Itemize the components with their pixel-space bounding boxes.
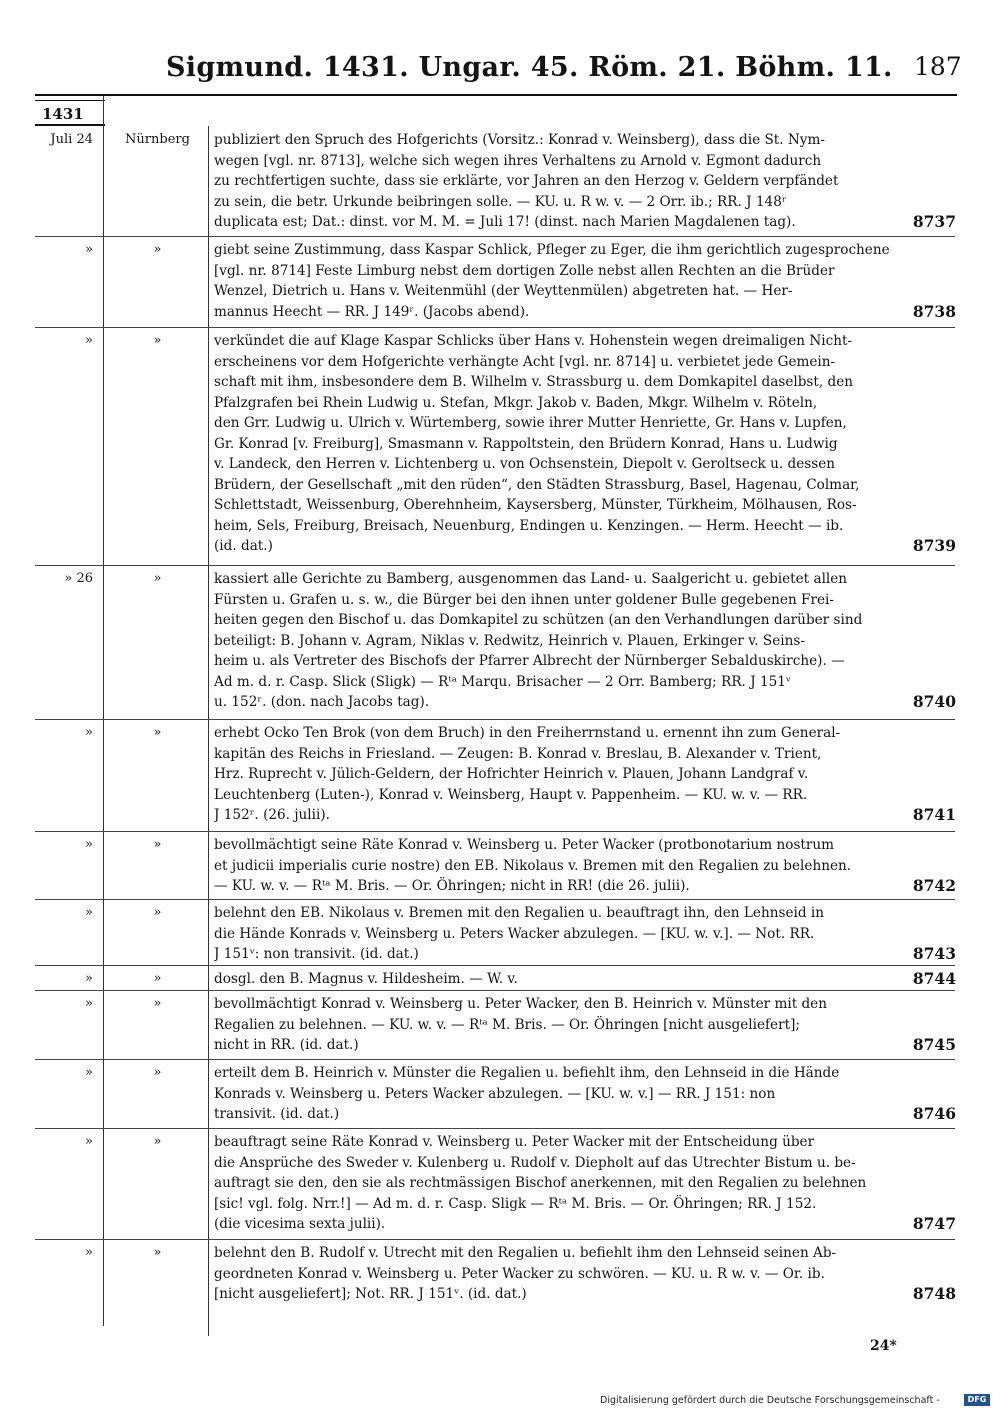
entry-text-line: et judicii imperialis curie nostre) den EB. Nikolaus v. Bremen mit den Regalien zu belehnen. [214,857,852,874]
entry-text-line: (die vicesima sexta julii). [214,1216,386,1232]
entry-text-line: J 152ʳ. (26. julii). [214,807,330,823]
entry-text-line: [nicht ausgeliefert]; Not. RR. J 151ᵛ. (id. dat.) [214,1286,527,1302]
entry-text-line: kassiert alle Gerichte zu Bamberg, ausgenommen das Land- u. Saalgericht u. gebietet allen [214,571,848,587]
entry-date: » [85,837,93,852]
entry-date: » [85,1065,93,1080]
entry-text-line: [vgl. nr. 8714] Feste Limburg nebst dem dortigen Zolle nebst allen Rechten an die Brüder [214,262,835,279]
entry-date: » [85,905,93,920]
entry-place: » [153,242,162,257]
entry-place: » [153,1245,162,1260]
entry-text-line: verkündet die auf Klage Kaspar Schlicks über Hans v. Hohenstein wegen dreimaligen Nicht- [214,333,853,349]
entry-number: 8741 [912,805,956,824]
signature-mark: 24* [870,1338,897,1354]
entry-text-line: zu sein, die betr. Urkunde beibringen solle. — KU. u. R w. v. — 2 Orr. ib.; RR. J 148ʳ [214,193,787,210]
entry-text-line: Hrz. Ruprecht v. Jülich-Geldern, der Hofrichter Heinrich v. Plauen, Johann Landgraf v. [214,766,809,782]
entry-text-line: Ad m. d. r. Casp. Slick (Sligk) — Rᵗᵃ Marqu. Brisacher — 2 Orr. Bamberg; RR. J 151ᵛ [214,673,791,690]
entry-text-line: u. 152ʳ. (don. nach Jacobs tag). [214,694,430,710]
entry-text-line: [sic! vgl. folg. Nrr.!] — Ad m. d. r. Casp. Sligk — Rᵗᵃ M. Bris. — Or. Öhringen; RR. J 152. [214,1195,817,1212]
entry-number: 8737 [912,212,956,231]
entry-date: Juli 24 [50,132,93,147]
entry-number: 8747 [912,1214,956,1233]
entry-place: » [153,1065,162,1080]
entry-text-line: Regalien zu belehnen. — KU. w. v. — Rᵗᵃ M. Bris. — Or. Öhringen [nicht ausgeliefert]; [214,1016,800,1033]
entry-text-line: den Grr. Ludwig u. Ulrich v. Würtemberg, sowie ihrer Mutter Henriette, Gr. Hans v. Lupfen, [214,415,847,431]
entry-separator [35,831,955,832]
entry-date: » [85,1134,93,1149]
dfg-logo: DFG [964,1394,990,1406]
entry-text-line: transivit. (id. dat.) [214,1106,340,1122]
entry-text-line: die Ansprüche des Sweder v. Kulenberg u. Rudolf v. Diepholt auf das Utrechter Bistum u. be- [214,1154,856,1171]
entry-separator [35,327,955,328]
header-rule [35,94,957,96]
entry-separator [35,565,955,566]
entry-text-line: erhebt Ocko Ten Brok (von dem Bruch) in den Freiherrnstand u. ernennt ihn zum General- [214,725,841,741]
entry-text-line: schaft mit ihm, insbesondere dem B. Wilhelm v. Strassburg u. dem Domkapitel daselbst, den [214,374,854,390]
entry-number: 8742 [912,876,956,895]
page-number: 187 [914,52,962,81]
entry-text-line: wegen [vgl. nr. 8713], welche sich wegen ihres Verhaltens zu Arnold v. Egmont dadurch [214,152,822,169]
entry-text-line: zu rechtfertigen suchte, dass sie erklärte, vor Jahren an den Herzog v. Geldern verpfändet [214,173,839,189]
entry-separator [35,990,955,991]
entry-text-line: auftragt sie den, den sie als rechtmässigen Bischof anerkennen, mit den Regalien zu belehnen [214,1175,867,1191]
entry-date: » [85,996,93,1011]
entry-text-line: erscheinens vor dem Hofgerichte verhängte Acht [vgl. nr. 8714] u. verbietet jede Gemein- [214,353,836,370]
entry-separator [35,1239,955,1240]
entry-text-line: Brüdern, der Gesellschaft „mit den rüden“, den Städten Strassburg, Basel, Hagenau, Colmar, [214,476,860,493]
entry-number: 8743 [912,944,956,963]
entry-place: » [153,837,162,852]
entry-number: 8740 [912,692,956,711]
entry-text-line: Wenzel, Dietrich u. Hans v. Weitenmühl (der Weyttenmülen) abgetreten hat. — Her- [214,283,793,299]
year-box-top [35,100,105,101]
entry-number: 8739 [912,536,956,555]
entry-text-line: Schlettstadt, Weissenburg, Oberehnheim, Kaysersberg, Münster, Türkheim, Mölhausen, Ros- [214,497,857,513]
entry-place: » [153,996,162,1011]
entry-text-line: belehnt den EB. Nikolaus v. Bremen mit den Regalien u. beauftragt ihn, den Lehnseid in [214,905,824,921]
entry-text-line: (id. dat.) [214,538,273,554]
entry-place: » [153,571,162,586]
entry-number: 8745 [912,1035,956,1054]
entry-text-line: giebt seine Zustimmung, dass Kaspar Schlick, Pfleger zu Eger, die ihm gerichtlich zugesprochene [214,242,890,258]
entry-separator [35,1059,955,1060]
entry-text-line: kapitän des Reichs in Friesland. — Zeugen: B. Konrad v. Breslau, B. Alexander v. Trient, [214,745,822,762]
entry-text-line: J 151ᵛ: non transivit. (id. dat.) [214,946,419,962]
entry-text-line: Leuchtenberg (Luten-), Konrad v. Weinsberg, Haupt v. Pappenheim. — KU. w. v. — RR. [214,786,808,803]
entry-text-line: nicht in RR. (id. dat.) [214,1037,359,1053]
entry-text-line: Konrads v. Weinsberg u. Peters Wacker abzulegen. — [KU. w. v.] — RR. J 151: non [214,1085,776,1102]
entry-separator [35,719,955,720]
year-box-bottom [35,124,105,126]
entry-date: » [85,971,93,986]
entry-place: » [153,1134,162,1149]
entry-text-line: belehnt den B. Rudolf v. Utrecht mit den Regalien u. befiehlt ihm den Lehnseid seinen Ab- [214,1245,837,1261]
entry-text-line: beteiligt: B. Johann v. Agram, Niklas v. Redwitz, Heinrich v. Plauen, Erkinger v. Seins- [214,632,805,649]
entry-date: » 26 [64,571,93,586]
entry-place: » [153,333,162,348]
entry-text-line: dosgl. den B. Magnus v. Hildesheim. — W. v. [214,971,518,987]
entry-text-line: geordneten Konrad v. Weinsberg u. Peter Wacker zu schwören. — KU. u. R w. v. — Or. ib. [214,1265,825,1282]
entry-text-line: duplicata est; Dat.: dinst. vor M. M. = Juli 17! (dinst. nach Marien Magdalenen tag). [214,214,796,230]
entry-text-line: mannus Heecht — RR. J 149ʳ. (Jacobs abend). [214,303,530,320]
entry-separator [35,1128,955,1129]
entry-text-line: Fürsten u. Grafen u. s. w., die Bürger bei den ihnen unter goldener Bulle gegebenen Frei- [214,591,834,608]
entry-date: » [85,725,93,740]
entry-text-line: bevollmächtigt seine Räte Konrad v. Weinsberg u. Peter Wacker (protbonotarium nostrum [214,837,835,853]
entry-separator [35,965,955,966]
entry-date: » [85,333,93,348]
entry-place: » [153,905,162,920]
entry-separator [35,899,955,900]
entry-text-line: Gr. Konrad [v. Freiburg], Smasmann v. Rappoltstein, den Brüdern Konrad, Hans u. Ludwig [214,435,838,452]
entry-number: 8744 [912,969,956,988]
entry-number: 8738 [912,301,956,321]
entry-separator [35,236,955,237]
entry-text-line: die Hände Konrads v. Weinsberg u. Peters Wacker abzulegen. — [KU. w. v.]. — Not. RR. [214,925,815,942]
entry-text-line: beauftragt seine Räte Konrad v. Weinsberg u. Peter Wacker mit der Entscheidung über [214,1134,815,1150]
entry-text-line: publiziert den Spruch des Hofgerichts (Vorsitz.: Konrad v. Weinsberg), dass die St. Nym- [214,132,825,148]
entry-number: 8746 [912,1104,956,1123]
entry-text-line: v. Landeck, den Herren v. Lichtenberg u. von Ochsenstein, Diepolt v. Geroltseck u. dessen [214,456,836,472]
year-label: 1431 [42,105,84,123]
place-column-divider [208,126,209,1336]
footer-note: Digitalisierung gefördert durch die Deutsche Forschungsgemeinschaft - [600,1395,940,1406]
entry-number: 8748 [912,1284,956,1303]
entry-place: » [153,725,162,740]
entry-text-line: bevollmächtigt Konrad v. Weinsberg u. Peter Wacker, den B. Heinrich v. Münster mit den [214,996,827,1012]
entry-text-line: heim u. als Vertreter des Bischofs der Pfarrer Albrecht der Nürnberger Sebalduskirche). — [214,653,845,669]
entry-place: Nürnberg [125,132,190,147]
entry-text-line: Pfalzgrafen bei Rhein Ludwig u. Stefan, Mkgr. Jakob v. Baden, Mkgr. Wilhelm v. Röteln, [214,394,818,411]
entry-place: » [153,971,162,986]
entry-text-line: — KU. w. v. — Rᵗᵃ M. Bris. — Or. Öhringen; nicht in RR! (die 26. julii). [214,878,690,894]
page-title: Sigmund. 1431. Ungar. 45. Röm. 21. Böhm. 11. [166,52,893,83]
entry-date: » [85,242,93,257]
date-column-divider [103,96,104,1326]
entry-text-line: erteilt dem B. Heinrich v. Münster die Regalien u. befiehlt ihm, den Lehnseid in die Hände [214,1065,840,1081]
entry-text-line: heiten gegen den Bischof u. das Domkapitel zu schützen (an den Verhandlungen darüber sind [214,612,863,628]
entry-text-line: heim, Sels, Freiburg, Breisach, Neuenburg, Endingen u. Kenzingen. — Herm. Heecht — ib. [214,517,844,534]
entry-date: » [85,1245,93,1260]
